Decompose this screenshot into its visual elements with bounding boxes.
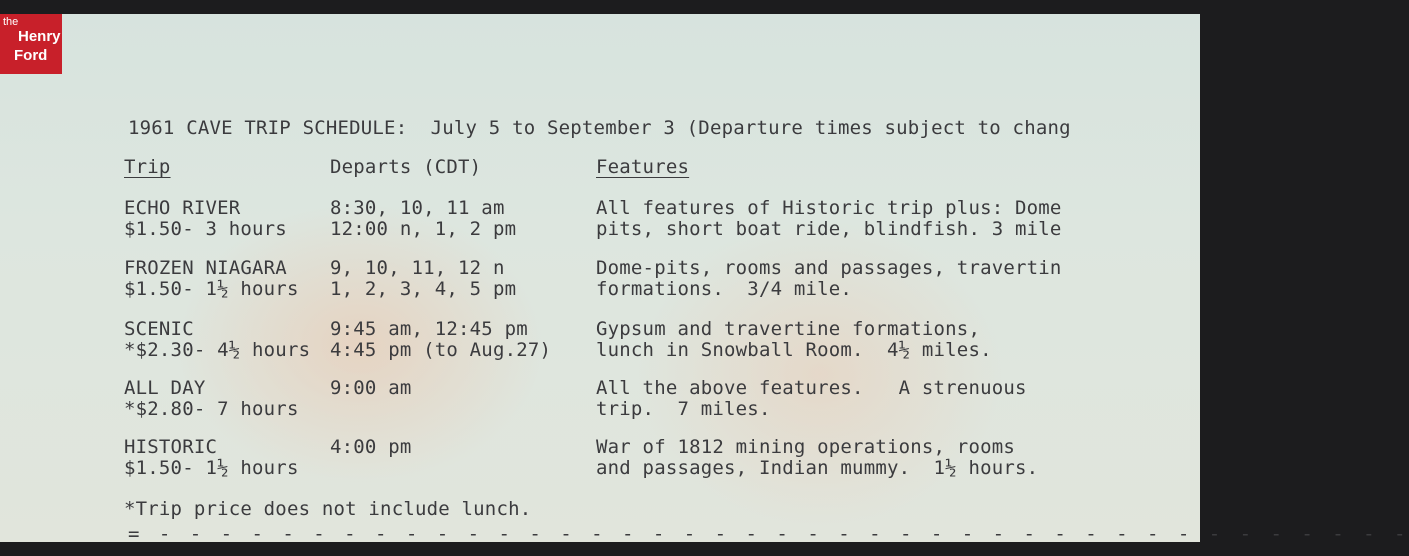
row-3-departs-2: 4:45 pm (to Aug.27) xyxy=(330,339,552,361)
row-4-features-1: All the above features. A strenuous xyxy=(596,377,1027,399)
logo-text-the: the xyxy=(3,16,19,28)
row-5-features-1: War of 1812 mining operations, rooms xyxy=(596,436,1016,458)
henry-ford-logo xyxy=(0,14,62,74)
column-header-features: Features xyxy=(596,156,690,178)
document-page xyxy=(0,14,1409,545)
row-1-features-2: pits, short boat ride, blindfish. 3 mile xyxy=(596,218,1062,240)
footnote: *Trip price does not include lunch. xyxy=(124,498,532,520)
row-4-features-2: trip. 7 miles. xyxy=(596,398,771,420)
column-header-departs: Departs (CDT) xyxy=(330,156,482,178)
row-4-trip-name: ALL DAY xyxy=(124,377,206,399)
row-4-trip-price: *$2.80- 7 hours xyxy=(124,398,299,420)
row-2-trip-name: FROZEN NIAGARA xyxy=(124,257,287,279)
row-3-departs-1: 9:45 am, 12:45 pm xyxy=(330,318,528,340)
row-2-departs-2: 1, 2, 3, 4, 5 pm xyxy=(330,278,517,300)
row-3-features-2: lunch in Snowball Room. 4½ miles. xyxy=(596,339,992,361)
logo-text-henry: Henry xyxy=(18,28,61,45)
column-header-trip: Trip xyxy=(124,156,171,178)
schedule-heading: 1961 CAVE TRIP SCHEDULE: July 5 to September 3 (Departure times subject to chang xyxy=(128,117,1071,139)
dashed-rule: = - - - - - - - - - - - - - - - - - - - - - - - - - - - - - - - - - - - - - - - - - xyxy=(128,523,1409,545)
row-1-features-1: All features of Historic trip plus: Dome xyxy=(596,197,1062,219)
row-2-features-2: formations. 3/4 mile. xyxy=(596,278,853,300)
row-3-features-1: Gypsum and travertine formations, xyxy=(596,318,981,340)
row-1-trip-name: ECHO RIVER xyxy=(124,197,241,219)
row-1-trip-price: $1.50- 3 hours xyxy=(124,218,287,240)
row-3-trip-price: *$2.30- 4½ hours xyxy=(124,339,311,361)
row-1-departs-1: 8:30, 10, 11 am xyxy=(330,197,505,219)
row-5-trip-price: $1.50- 1½ hours xyxy=(124,457,299,479)
row-5-features-2: and passages, Indian mummy. 1½ hours. xyxy=(596,457,1039,479)
row-5-departs-1: 4:00 pm xyxy=(330,436,412,458)
row-2-features-1: Dome-pits, rooms and passages, travertin xyxy=(596,257,1062,279)
row-2-trip-price: $1.50- 1½ hours xyxy=(124,278,299,300)
row-2-departs-1: 9, 10, 11, 12 n xyxy=(330,257,505,279)
row-1-departs-2: 12:00 n, 1, 2 pm xyxy=(330,218,517,240)
row-3-trip-name: SCENIC xyxy=(124,318,194,340)
logo-text-ford: Ford xyxy=(14,47,48,64)
row-5-trip-name: HISTORIC xyxy=(124,436,218,458)
row-4-departs-1: 9:00 am xyxy=(330,377,412,399)
